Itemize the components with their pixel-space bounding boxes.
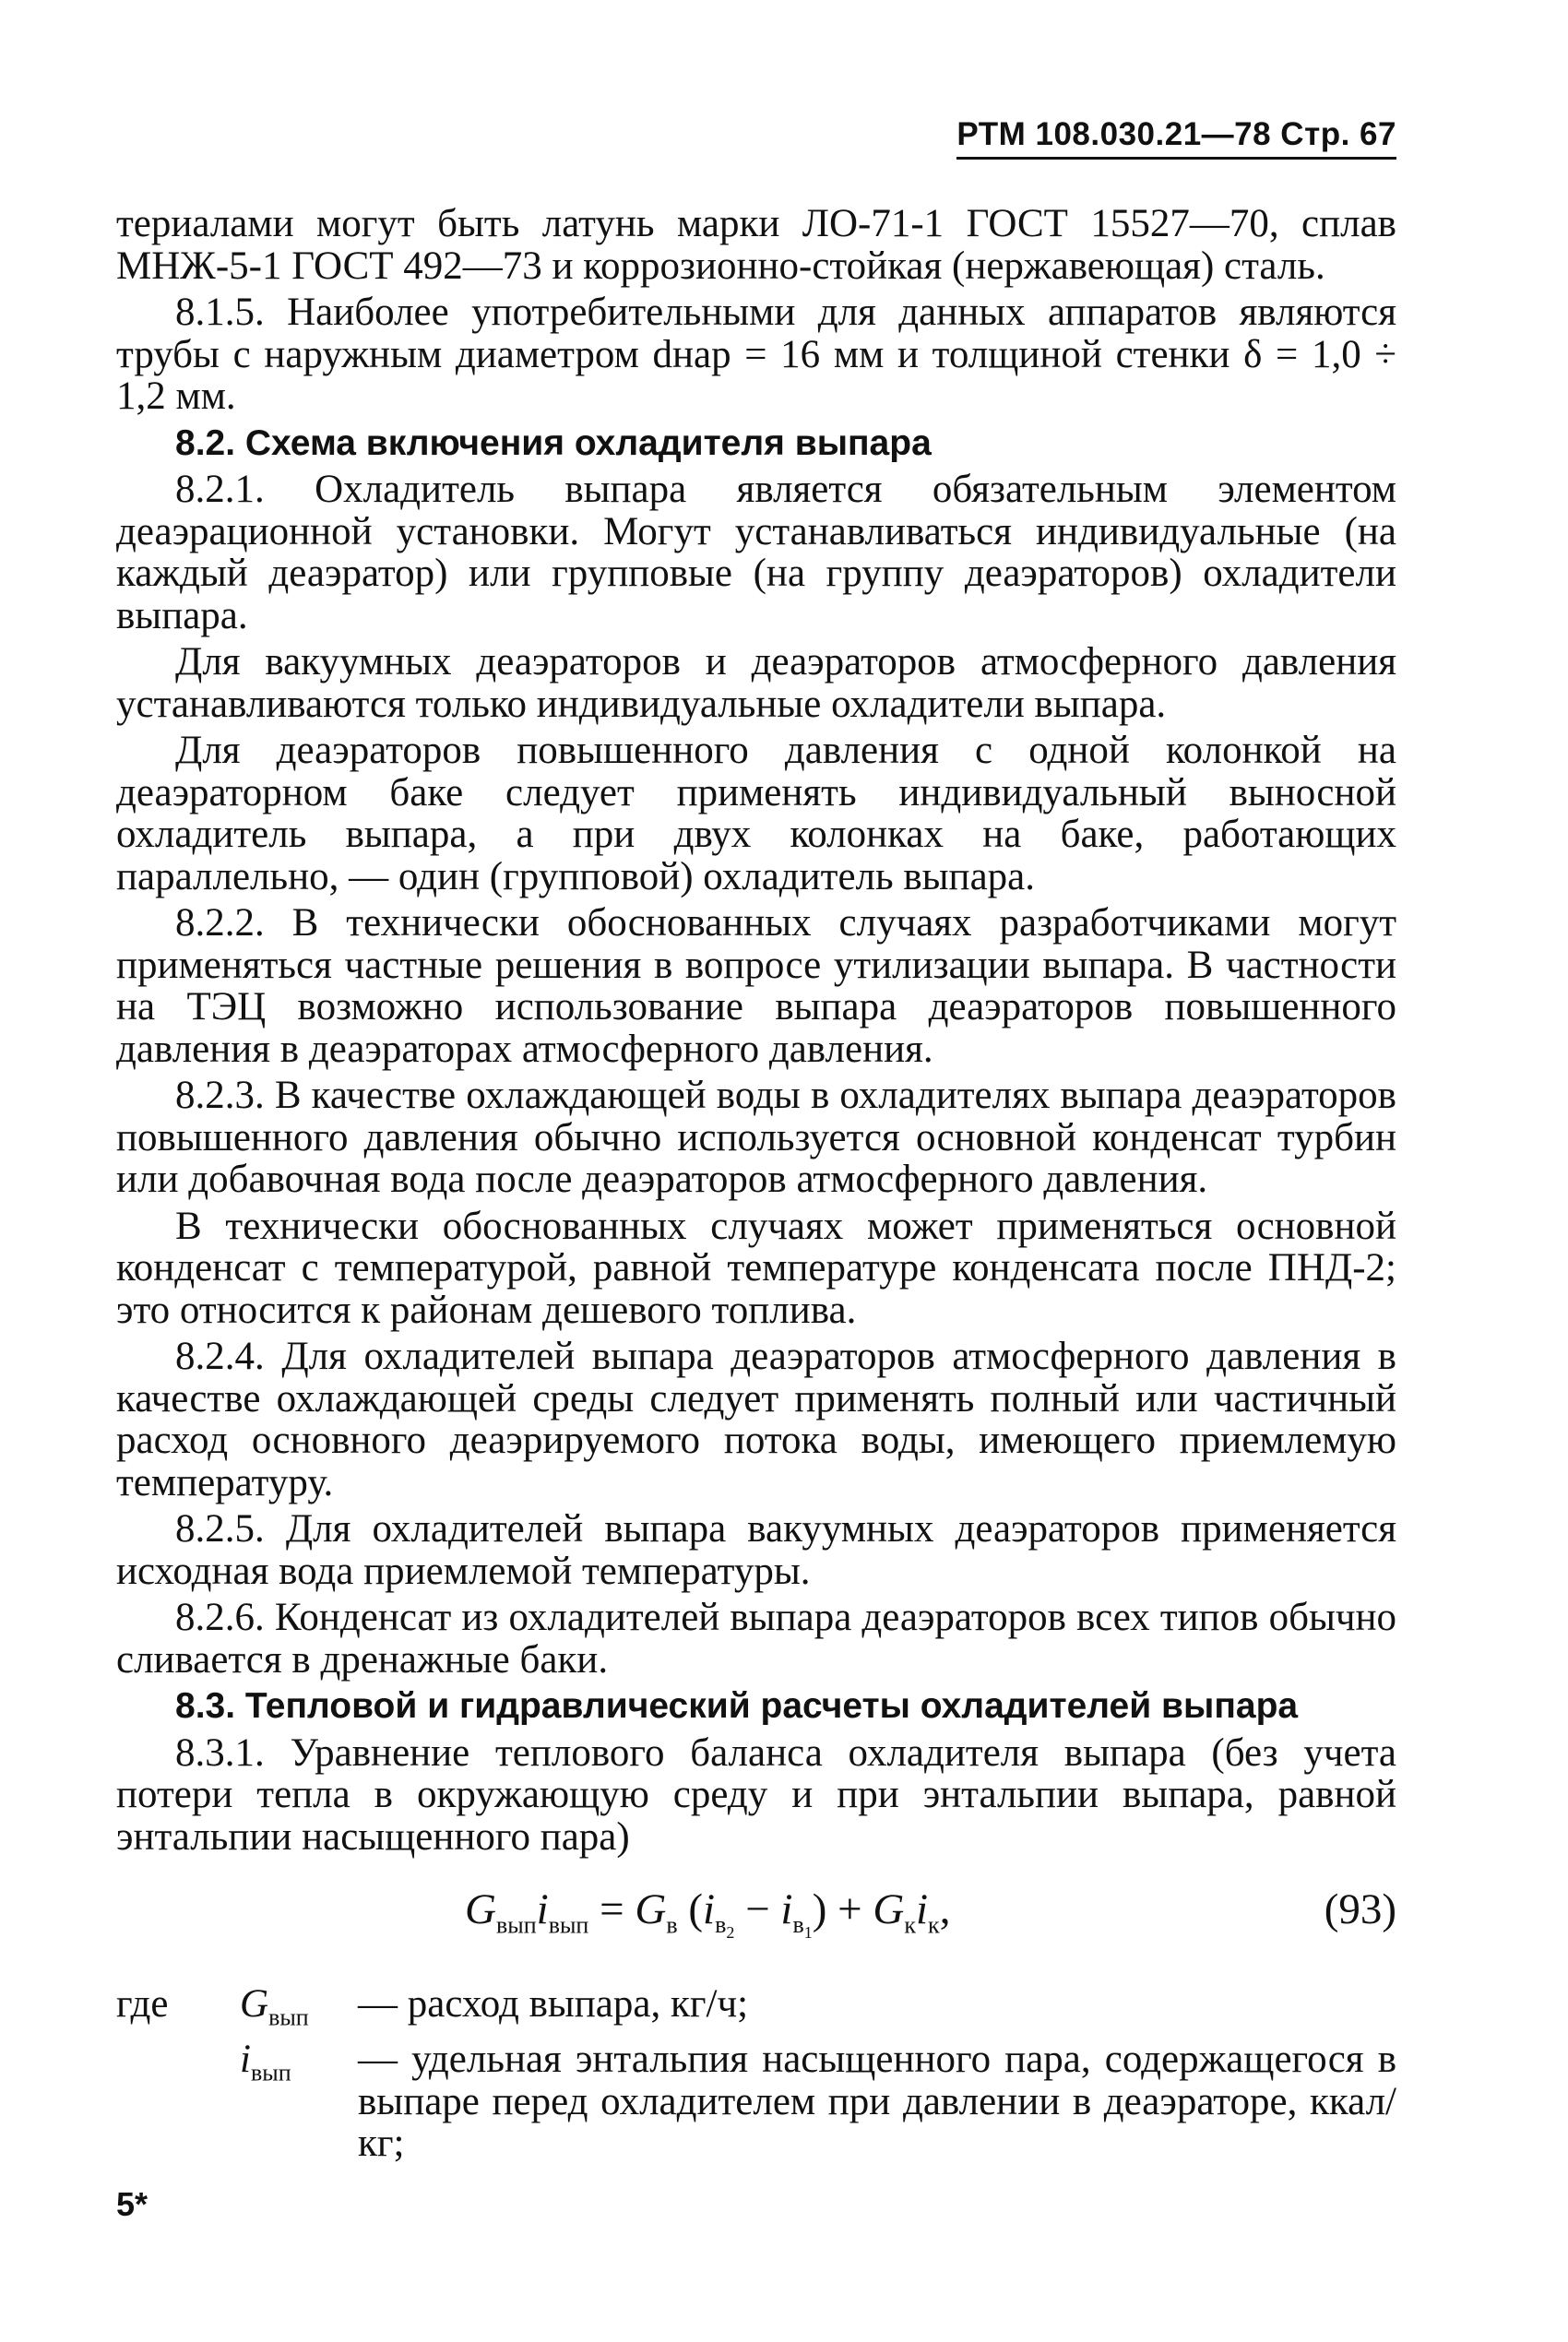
- equation-number: (93): [1324, 1885, 1396, 1933]
- equation-body: $G_{вып}i_{вып} = G_в$ $(i_{в_2} - i_{в_1}) + G_кi_к$,: [465, 1885, 951, 1943]
- definition-text: — удельная энтальпия насыщенного пара, содержащегося в выпаре перед охладителем при давлении в деаэраторе, ккал/кг;: [358, 2038, 1396, 2166]
- definition-row: [116, 1983, 1396, 2039]
- paragraph-8-2-4: 8.2.4. Для охладителей выпара деаэраторов атмосферного давления в качестве охлаждающей среды следует применять полный или частичный расход основного деаэрируемого потока воды, имеющего приемлемую температуру.: [116, 1335, 1396, 1504]
- paragraph-8-2-5: 8.2.5. Для охладителей выпара вакуумных деаэраторов применяется исходная вода приемлемой температуры.: [116, 1507, 1396, 1593]
- paragraph-8-1-5: 8.1.5. Наиболее употребительными для данных аппаратов являются трубы с наружным диаметром dнар = 16 мм и толщиной стенки δ = 1,0 ÷ 1,2 мм.: [116, 291, 1396, 418]
- paragraph-8-2-6: 8.2.6. Конденсат из охладителей выпара деаэраторов всех типов обычно сливается в дренажные баки.: [116, 1596, 1396, 1682]
- definition-symbol: $i_{вып}$: [240, 2038, 291, 2086]
- paragraph-8-3-1: 8.3.1. Уравнение теплового баланса охладителя выпара (без учета потери тепла в окружающую среду и при энтальпии выпара, равной энтальпии насыщенного пара): [116, 1730, 1396, 1859]
- definition-text: — расход выпара, кг/ч;: [358, 1982, 749, 2026]
- paragraph-vacuum-deaerators: Для вакуумных деаэраторов и деаэраторов атмосферного давления устанавливаются только индивидуальные охладители выпара.: [116, 640, 1396, 726]
- paragraph-8-2-3: 8.2.3. В качестве охлаждающей воды в охладителях выпара деаэраторов повышенного давления обычно используется основной конденсат турбин или добавочная вода после деаэраторов атмосферного давления.: [116, 1074, 1396, 1201]
- page-header: РТМ 108.030.21—78 Стр. 67: [956, 116, 1396, 160]
- paragraph-high-pressure-deaerators: Для деаэраторов повышенного давления с одной колонкой на деаэраторном баке следует применять индивидуальный выносной охладитель выпара, а при двух колонках на баке, работающих параллельно, — один (групповой) охладитель выпара.: [116, 729, 1396, 898]
- page-body: [116, 203, 1396, 2165]
- paragraph-continuation: териалами могут быть латунь марки ЛО-71-1 ГОСТ 15527—70, сплав МНЖ-5-1 ГОСТ 492—73 и коррозионно-стойкая (нержавеющая) сталь.: [116, 202, 1396, 288]
- paragraph-8-2-2: 8.2.2. В технически обоснованных случаях разработчиками могут применяться частные решения в вопросе утилизации выпара. В частности на ТЭЦ возможно использование выпара деаэраторов повышенного давления в деаэраторах атмосферного давления.: [116, 901, 1396, 1071]
- equation-93: [116, 1876, 1396, 1965]
- paragraph-8-2-1: 8.2.1. Охладитель выпара является обязательным элементом деаэрационной установки. Могут устанавливаться индивидуальные (на каждый деаэратор) или групповые (на группу деаэраторов) охладители выпара.: [116, 468, 1396, 637]
- page-footer-signature: 5*: [116, 2185, 148, 2223]
- variable-definitions: [116, 1983, 1396, 2165]
- paragraph-main-condensate: В технически обоснованных случаях может применяться основной конденсат с температурой, равной температуре конденсата после ПНД-2; это относится к районам дешевого топлива.: [116, 1204, 1396, 1332]
- definition-row: [116, 2039, 1396, 2165]
- where-label: где: [116, 1982, 169, 2026]
- definition-symbol: $G_{вып}$: [240, 1982, 309, 2031]
- section-heading-8-3: 8.3. Тепловой и гидравлический расчеты охладителей выпара: [175, 1686, 1299, 1726]
- section-heading-8-2: 8.2. Схема включения охладителя выпара: [175, 422, 932, 463]
